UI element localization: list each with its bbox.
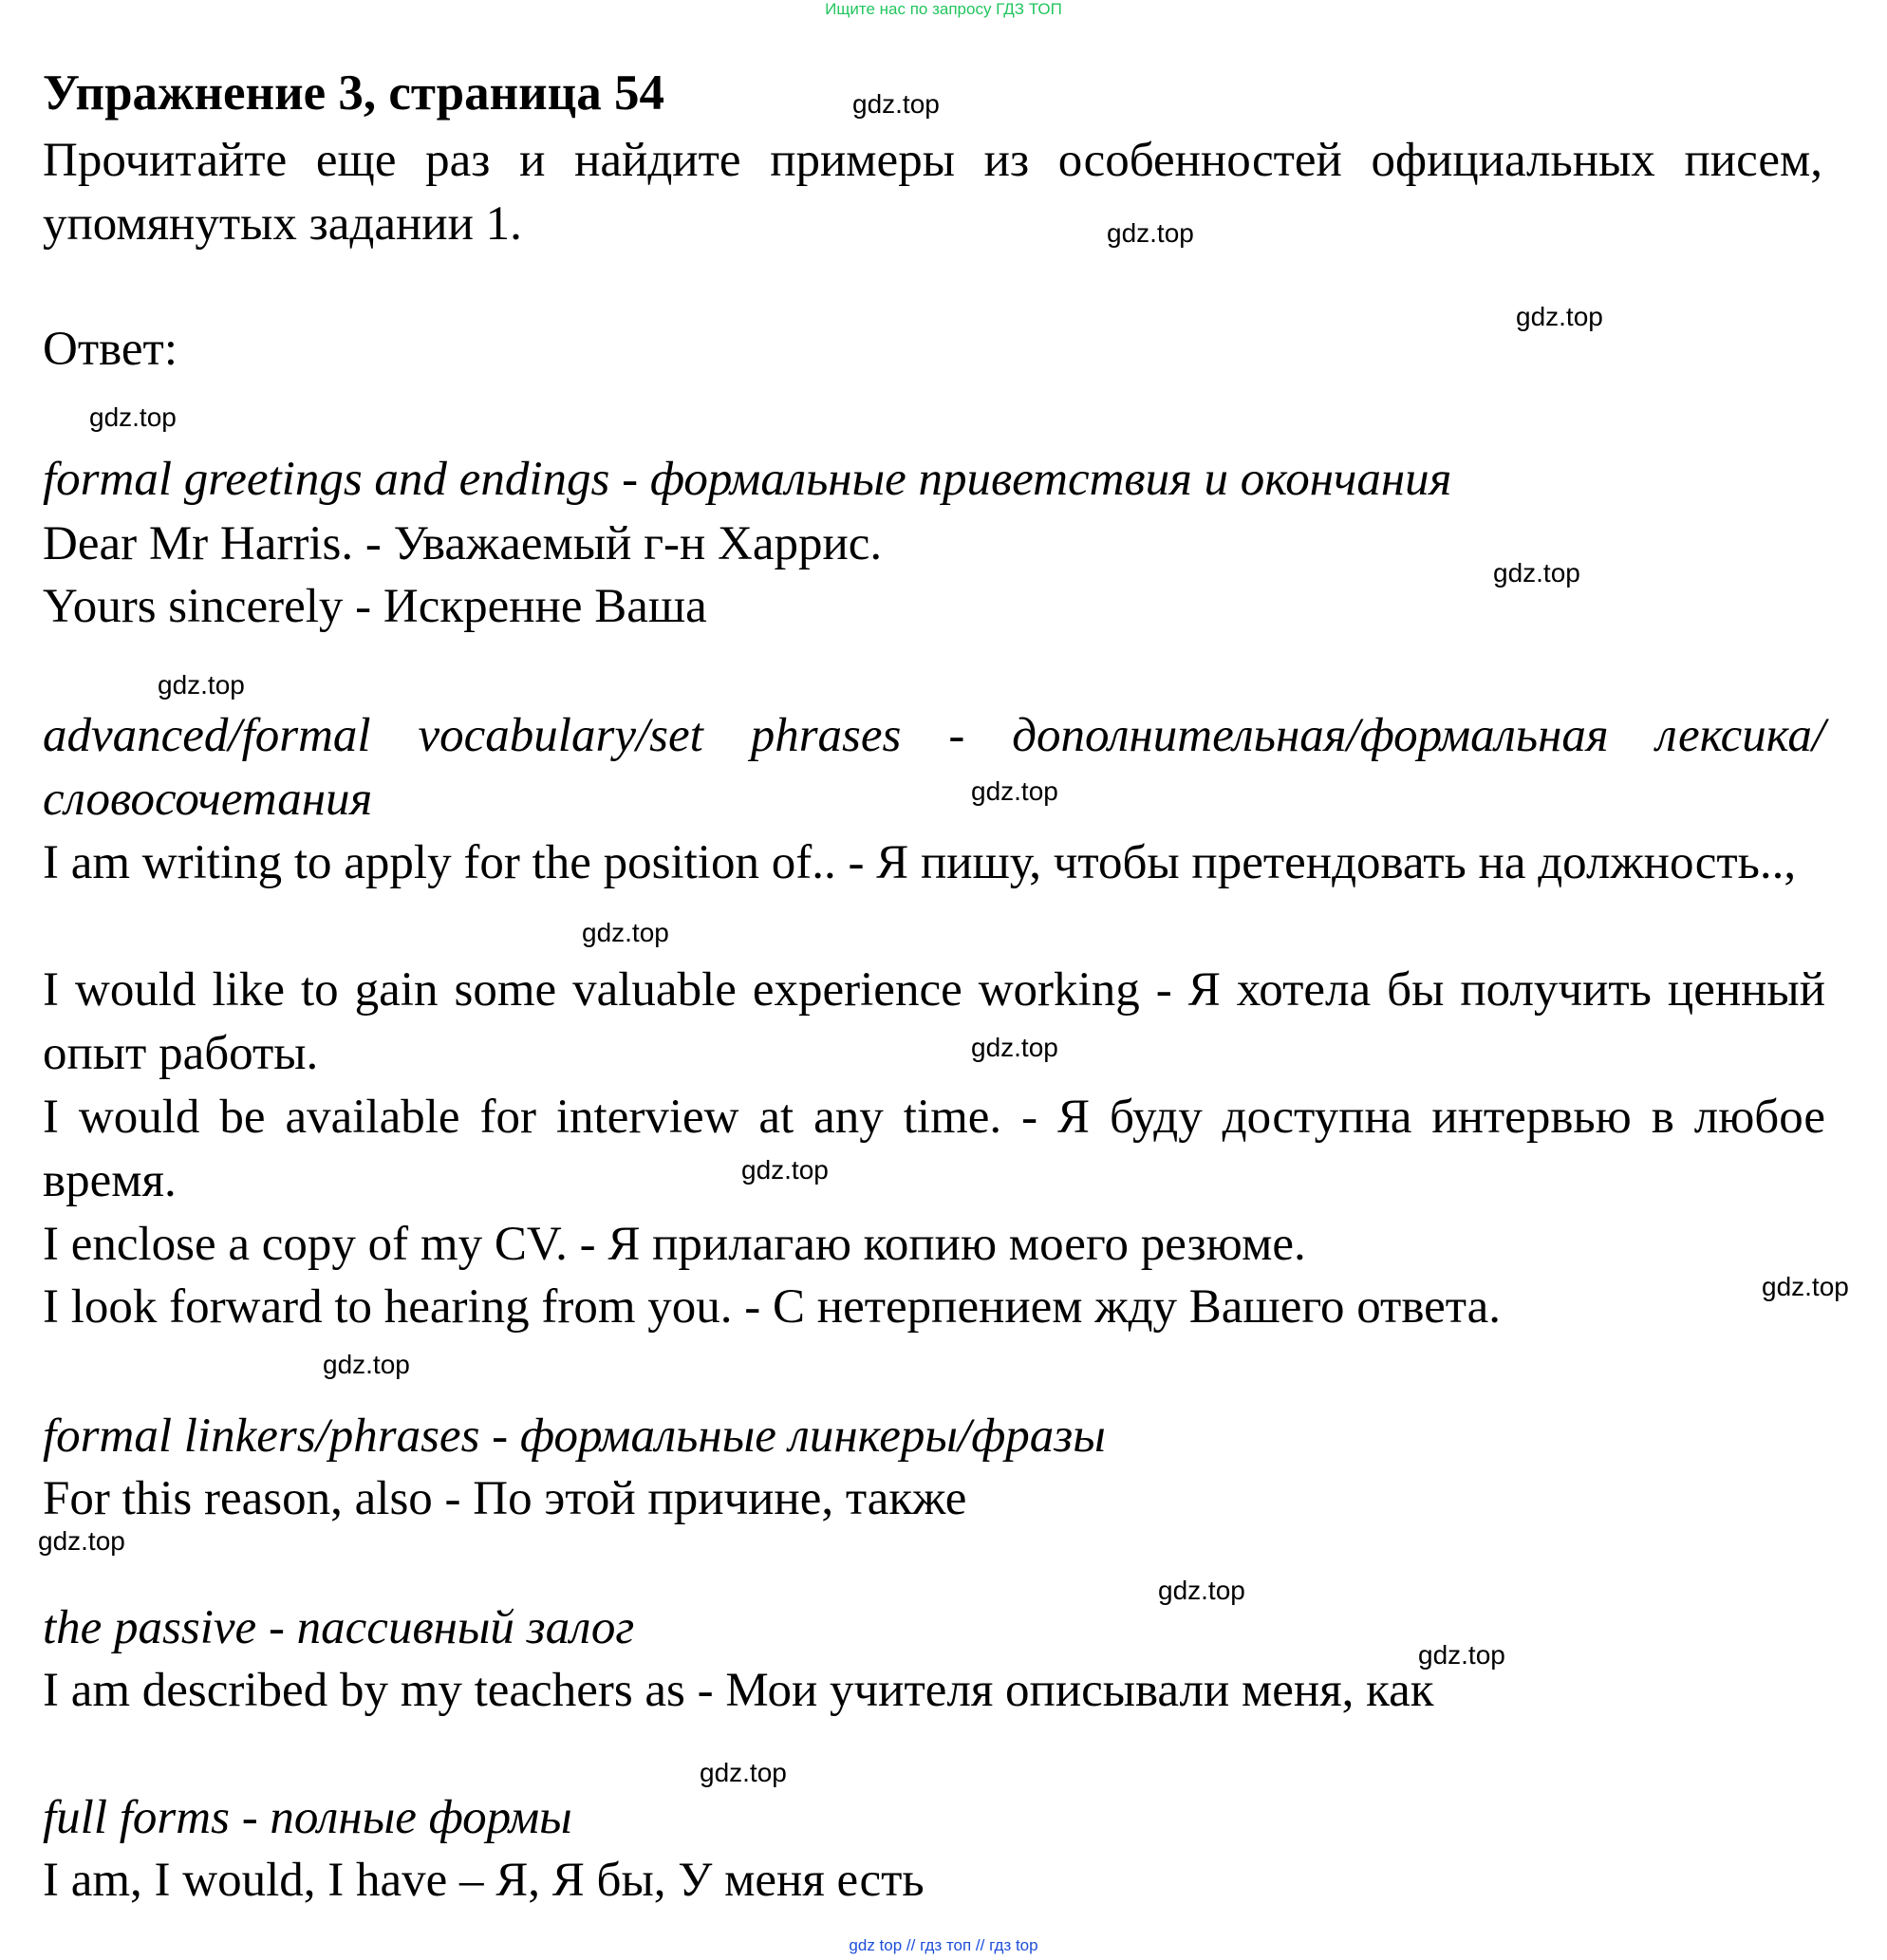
watermark: gdz.top [1516,302,1603,331]
watermark: gdz.top [1493,558,1580,588]
section-heading-greetings: formal greetings and endings - формальные приветствия и окончания [43,453,1452,506]
top-banner: Ищите нас по запросу ГДЗ ТОП [825,0,1062,18]
section-heading-passive: the passive - пассивный залог [43,1601,635,1654]
section-item: I am, I would, I have – Я, Я бы, У меня есть [43,1854,925,1907]
section-item: I would be available for interview at any time. - Я буду доступна интервью в любое время. [43,1091,1825,1207]
answer-label: Ответ: [43,323,177,376]
watermark: gdz.top [700,1758,787,1787]
watermark: gdz.top [1418,1640,1505,1670]
bottom-banner: gdz top // гдз топ // гдз top [849,1936,1038,1954]
watermark: gdz.top [89,402,177,432]
watermark: gdz.top [1762,1272,1849,1301]
watermark: gdz.top [741,1155,829,1185]
watermark: gdz.top [1107,218,1194,248]
exercise-title: Упражнение 3, страница 54 [43,65,664,121]
section-heading-linkers: formal linkers/phrases - формальные линкеры/фразы [43,1409,1106,1463]
watermark: gdz.top [158,670,245,700]
exercise-task: Прочитайте еще раз и найдите примеры из особенностей официальных писем, упомянутых задании 1. [43,134,1822,251]
section-item: I look forward to hearing from you. - С нетерпением жду Вашего ответа. [43,1280,1502,1334]
section-heading-full-forms: full forms - полные формы [43,1791,572,1844]
section-item: Dear Mr Harris. - Уважаемый г-н Харрис. [43,517,883,570]
section-heading-vocabulary: advanced/formal vocabulary/set phrases - дополнительная/формальная лексика/словосочетания [43,709,1825,826]
watermark: gdz.top [852,89,940,119]
section-item: I would like to gain some valuable experience working - Я хотела бы получить ценный опыт работы. [43,963,1825,1080]
section-item: I enclose a copy of my CV. - Я прилагаю копию моего резюме. [43,1218,1306,1271]
watermark: gdz.top [1158,1576,1245,1605]
section-item: For this reason, also - По этой причине, также [43,1472,967,1525]
section-item: I am described by my teachers as - Мои учителя описывали меня, как [43,1664,1434,1717]
watermark: gdz.top [38,1526,125,1556]
watermark: gdz.top [582,918,669,947]
section-item: I am writing to apply for the position of.. - Я пишу, чтобы претендовать на должность.., [43,836,1797,889]
watermark: gdz.top [323,1350,410,1379]
section-item: Yours sincerely - Искренне Ваша [43,580,707,633]
watermark: gdz.top [971,776,1058,806]
watermark: gdz.top [971,1033,1058,1062]
